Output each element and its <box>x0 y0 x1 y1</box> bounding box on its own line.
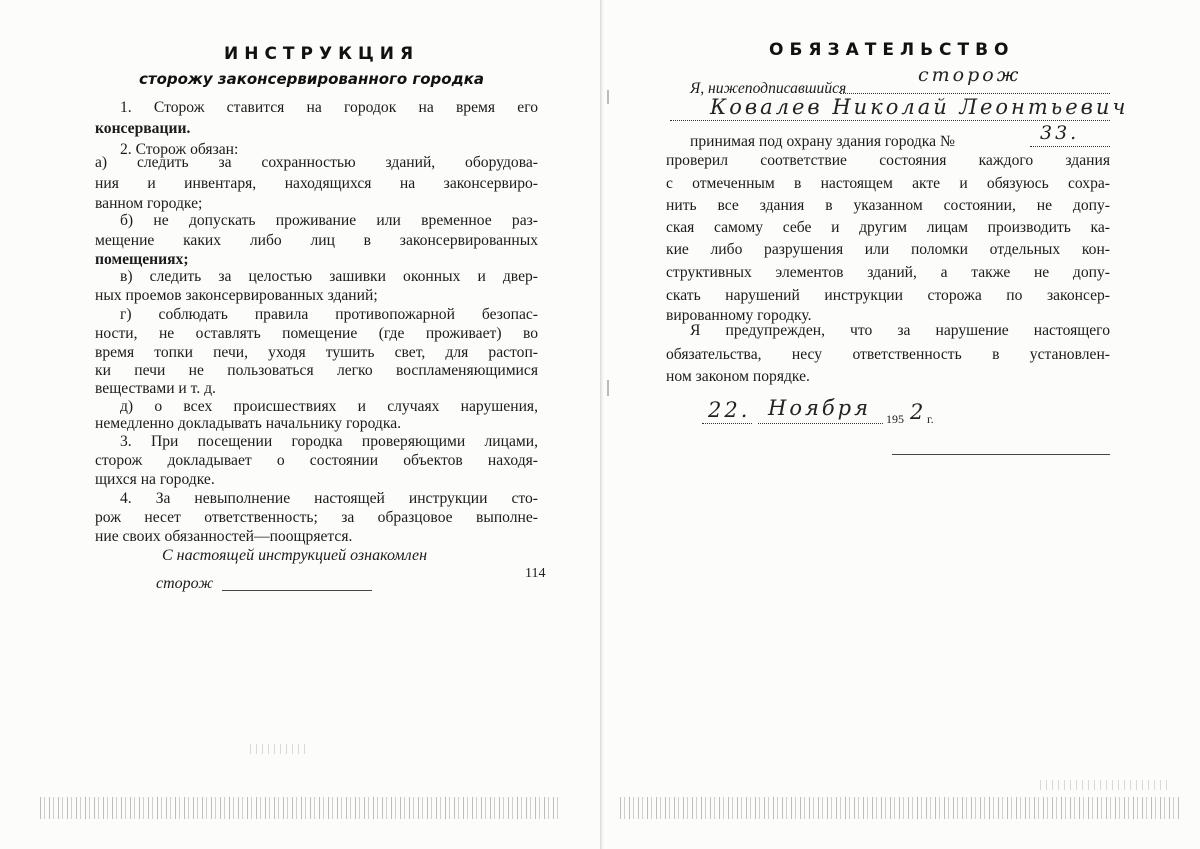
obligation-line: вированному городку. <box>666 307 812 324</box>
instruction-subtitle: сторожу законсервированного городка <box>139 70 485 88</box>
acknowledgement-line: С настоящей инструкцией ознакомлен <box>162 547 427 564</box>
instruction-line: консервации. <box>95 120 191 137</box>
handwritten-day: 22. <box>708 398 751 422</box>
guard-label: сторож <box>156 575 214 592</box>
obligation-intro: Я, нижеподписавшийся <box>690 80 847 97</box>
warning-line: Я предупрежден, что за нарушение настоящего <box>690 322 1110 339</box>
obligation-page <box>600 0 1200 849</box>
instruction-line: 4. За невыполнение настоящей инструкции сто- <box>120 490 538 507</box>
instruction-line: ных проемов законсервированных зданий; <box>95 287 378 304</box>
year-prefix: 195 <box>886 412 904 426</box>
instruction-line: время топки печи, уходя тушить свет, для растоп- <box>95 344 538 361</box>
guard-signature-line <box>222 590 372 591</box>
instruction-line: г) соблюдать правила противопожарной безопас- <box>120 306 538 323</box>
obligation-line: с отмеченным в настоящем акте и обязуюсь сохра- <box>666 175 1110 192</box>
instruction-line: мещение каких либо лиц в законсервированных <box>95 232 538 249</box>
instruction-line: ки печи не пользоваться легко воспламеняющимися <box>95 362 538 379</box>
instruction-line: в) следить за целостью зашивки оконных и двер- <box>120 268 538 285</box>
scan-noise <box>620 797 1180 819</box>
obligation-line: проверил соответствие состояния каждого здания <box>666 152 1110 169</box>
instruction-line: ности, не оставлять помещение (где проживает) во <box>95 325 538 342</box>
obligation-title: ОБЯЗАТЕЛЬСТВО <box>769 40 1015 60</box>
instruction-line: рож несет ответственность; за образцовое выполне- <box>95 509 538 526</box>
scan-noise <box>250 744 310 754</box>
instruction-line: д) о всех происшествиях и случаях нарушения, <box>120 398 538 415</box>
instruction-line: ние своих обязанностей—поощряется. <box>95 528 353 545</box>
instruction-line: помещениях; <box>95 251 189 268</box>
obligation-line: нить все здания в указанном состоянии, не допу- <box>666 197 1110 214</box>
instruction-line: немедленно докладывать начальнику городка. <box>95 415 402 432</box>
scan-noise <box>1040 780 1170 790</box>
instruction-line: а) следить за сохранностью зданий, оборудова- <box>95 154 538 171</box>
instruction-line: 3. При посещении городка проверяющими лицами, <box>120 433 538 450</box>
number-blank-line <box>1030 146 1110 147</box>
instruction-line: ванном городке; <box>95 195 203 212</box>
warning-line: обязательства, несу ответственность в установлен- <box>666 346 1110 363</box>
accept-line: принимая под охрану здания городка № <box>690 133 955 150</box>
handwritten-year-digit: 2 <box>910 400 924 424</box>
instruction-line: ния и инвентаря, находящихся на законсервиро- <box>95 175 538 192</box>
signature-line <box>892 454 1110 455</box>
handwritten-number: 33. <box>1040 122 1080 144</box>
handwritten-name: Ковалев Николай Леонтьевич <box>710 95 1129 119</box>
instruction-title: ИНСТРУКЦИЯ <box>224 44 420 64</box>
month-blank-line <box>758 423 883 424</box>
instruction-line: щихся на городке. <box>95 471 215 488</box>
obligation-line: структивных элементов зданий, а также не допу- <box>666 264 1110 281</box>
obligation-line: скать нарушений инструкции сторожа по законсер- <box>666 287 1110 304</box>
position-blank-line <box>840 93 1110 94</box>
name-blank-line <box>670 120 1110 121</box>
instruction-line: веществами и т. д. <box>95 380 216 397</box>
instruction-line: 2. Сторож обязан: <box>120 141 239 158</box>
instruction-line: 1. Сторож ставится на городок на время его <box>120 99 538 116</box>
obligation-line: кие либо разрушения или поломки отдельных кон- <box>666 241 1110 258</box>
instruction-line: б) не допускать проживание или временное раз- <box>120 212 538 229</box>
warning-line: ном законом порядке. <box>666 368 810 385</box>
day-blank-line <box>702 423 752 424</box>
scan-noise <box>40 797 560 819</box>
year-suffix: г. <box>927 412 934 426</box>
instruction-line: сторож докладывает о состоянии объектов находя- <box>95 452 538 469</box>
obligation-line: ская самому себе и другим лицам производить ка- <box>666 219 1110 236</box>
handwritten-position: сторож <box>918 64 1022 86</box>
page-number: 114 <box>525 566 546 581</box>
handwritten-month: Ноября <box>768 396 872 420</box>
